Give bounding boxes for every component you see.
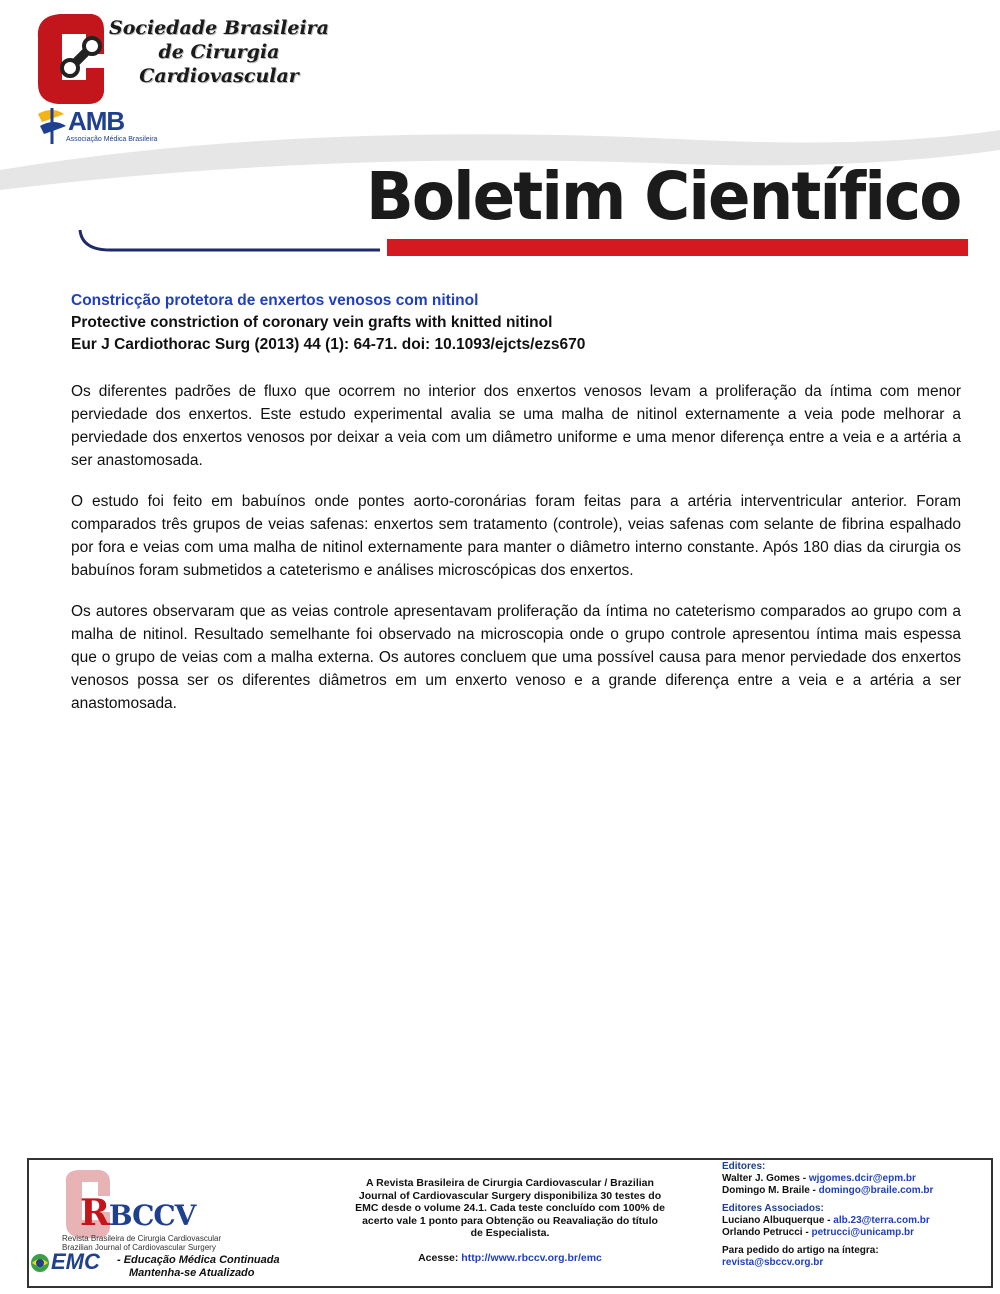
article: [71, 290, 961, 715]
article-paragraph: Os autores observaram que as veias controle apresentavam proliferação da íntima no cateterismo comparados ao grupo com a malha de nitinol. Resultado semelhante foi observado na microscopia onde o grupo controle apresentou íntima mais espessa que o grupo de veias com a malha externa. Os autores concluem que uma possível causa para menor perviedade dos enxertos venosos possa ser os diferentes diâmetros em um enxerto venoso e a grande diferença entre a veia e a artéria a ser anastomosada.: [71, 603, 961, 712]
assoc-editors-heading: Editores Associados:: [722, 1203, 824, 1214]
sbccv-line3: Cardiovascular: [139, 65, 299, 87]
sbccv-name: [104, 16, 334, 88]
editor-email-link[interactable]: domingo@braile.com.br: [818, 1185, 934, 1196]
article-citation: Eur J Cardiothorac Surg (2013) 44 (1): 64-71. doi: 10.1093/ejcts/ezs670: [71, 336, 586, 353]
article-paragraph: Os diferentes padrões de fluxo que ocorrem no interior dos enxertos venosos levam a proliferação da íntima com menor perviedade dos enxertos. Este estudo experimental avalia se uma malha de nitinol externamente a veia pode melhorar a perviedade dos enxertos venosos por deixar a veia com um diâmetro uniforme e uma menor diferença entre a veia e a artéria a ser anastomosada.: [71, 383, 961, 469]
emc-tagline: [117, 1254, 280, 1280]
rbccv-r: R: [80, 1192, 109, 1234]
editor-entry: [722, 1173, 982, 1185]
emc-tag-line2: Mantenha-se Atualizado: [129, 1267, 255, 1279]
page-title: Boletim Científico: [366, 158, 961, 235]
editor-email-link[interactable]: wjgomes.dcir@epm.br: [808, 1173, 916, 1184]
access-label: Acesse:: [418, 1252, 459, 1264]
emc-access: [355, 1252, 665, 1264]
assoc-editor-entry: [722, 1227, 982, 1239]
emc-wordmark: EMC: [51, 1249, 100, 1274]
rbccv-sub-en: Brazilian Journal of Cardiovascular Surgery: [62, 1243, 216, 1252]
editor-name: Domingo M. Braile -: [722, 1185, 819, 1196]
rbccv-wordmark: [80, 1192, 195, 1234]
assoc-editor-email-link[interactable]: petrucci@unicamp.br: [811, 1227, 915, 1238]
access-link[interactable]: http://www.rbccv.org.br/emc: [461, 1252, 602, 1264]
editor-name: Walter J. Gomes -: [722, 1173, 809, 1184]
editors-block: [722, 1161, 982, 1269]
article-title-pt: Constricção protetora de enxertos venosos com nitinol: [71, 292, 479, 309]
request-heading: Para pedido do artigo na íntegra:: [722, 1245, 879, 1256]
article-title-en: Protective constriction of coronary vein grafts with knitted nitinol: [71, 314, 553, 331]
title-red-bar: [387, 239, 968, 256]
amb-subtitle: Associação Médica Brasileira: [66, 136, 158, 143]
rbccv-sub-pt: Revista Brasileira de Cirurgia Cardiovascular: [62, 1234, 222, 1243]
rbccv-rest: BCCV: [108, 1199, 196, 1232]
assoc-editor-name: Luciano Albuquerque -: [722, 1215, 834, 1226]
editors-heading: Editores:: [722, 1161, 766, 1172]
assoc-editor-entry: [722, 1215, 982, 1227]
request-email-link[interactable]: revista@sbccv.org.br: [722, 1257, 824, 1268]
assoc-editor-name: Orlando Petrucci -: [722, 1227, 812, 1238]
emc-tag-line1: - Educação Médica Continuada: [117, 1254, 280, 1266]
sbccv-line1: Sociedade Brasileira: [109, 17, 329, 39]
article-paragraph: O estudo foi feito em babuínos onde pontes aorto-coronárias foram feitas para a artéria interventricular anterior. Foram comparados três grupos de veias safenas: enxertos sem tratamento (controle), veias safenas com selante de fibrina espalhado por fora e veias com uma malha de nitinol externamente para manter o diâmetro interno constante. Após 180 dias da cirurgia os babuínos foram submetidos a cateterismo e análises microscópicas dos enxertos.: [71, 493, 961, 579]
amb-wordmark: AMB: [68, 106, 125, 136]
sbccv-line2: de Cirurgia: [158, 41, 280, 63]
editor-entry: [722, 1185, 982, 1197]
assoc-editor-email-link[interactable]: alb.23@terra.com.br: [833, 1215, 930, 1226]
emc-notice: A Revista Brasileira de Cirurgia Cardiovascular / Brazilian Journal of Cardiovascular Surgery disponibiliza 30 testes do EMC desde o volume 24.1. Cada teste concluído com 100% de acerto vale 1 ponto para Obtenção ou Reavaliação do título de Especialista.: [355, 1177, 665, 1239]
